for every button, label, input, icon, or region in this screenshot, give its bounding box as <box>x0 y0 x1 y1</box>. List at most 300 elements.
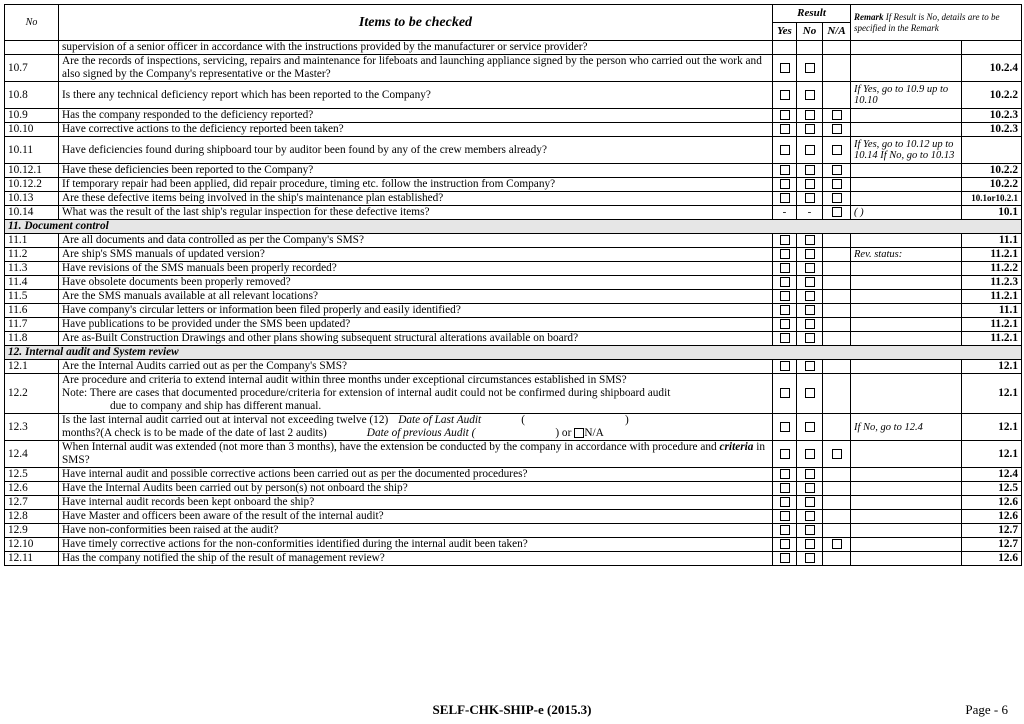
no-checkbox[interactable] <box>805 277 815 287</box>
remark-cell[interactable] <box>851 496 962 510</box>
checklist-row <box>5 468 1022 482</box>
item-number: 10.9 <box>5 109 59 123</box>
yes-cell <box>773 332 797 346</box>
no-cell <box>797 496 823 510</box>
remark-cell[interactable] <box>851 482 962 496</box>
reference-cell: 10.2.2 <box>962 178 1022 192</box>
item-text-cell: Have deficiencies found during shipboard tour by auditor been found by any of the crew members already? <box>59 137 773 164</box>
yes-cell <box>773 178 797 192</box>
remark-cell[interactable] <box>851 234 962 248</box>
no-checkbox[interactable] <box>805 361 815 371</box>
remark-cell[interactable] <box>851 510 962 524</box>
checklist-row <box>5 414 1022 441</box>
remark-cell[interactable] <box>851 41 962 55</box>
remark-cell[interactable] <box>851 332 962 346</box>
remark-cell[interactable] <box>851 192 962 206</box>
item-text-cell: Are these defective items being involved in the ship's maintenance plan established? <box>59 192 773 206</box>
remark-cell[interactable] <box>851 468 962 482</box>
no-cell <box>797 82 823 109</box>
yes-checkbox[interactable] <box>780 469 790 479</box>
reference-cell: 11.2.1 <box>962 332 1022 346</box>
item-number: 11.4 <box>5 276 59 290</box>
yes-cell <box>773 248 797 262</box>
checklist-row <box>5 374 1022 414</box>
reference-cell: 11.1 <box>962 304 1022 318</box>
yes-checkbox[interactable] <box>780 193 790 203</box>
no-checkbox[interactable] <box>805 145 815 155</box>
checklist-rows <box>5 41 1022 566</box>
page-number: Page - 6 <box>965 702 1008 717</box>
form-code: SELF-CHK-SHIP-e (2015.3) <box>432 702 592 717</box>
yes-checkbox[interactable] <box>780 249 790 259</box>
section-title: 11. Document control <box>5 220 1022 234</box>
reference-cell: 12.7 <box>962 538 1022 552</box>
yes-checkbox[interactable] <box>780 525 790 535</box>
yes-checkbox[interactable] <box>780 319 790 329</box>
checklist-row <box>5 318 1022 332</box>
no-checkbox[interactable] <box>805 193 815 203</box>
remark-cell[interactable] <box>851 360 962 374</box>
item-text-cell: If temporary repair had been applied, did repair procedure, timing etc. follow the instruction from Company? <box>59 178 773 192</box>
date-last-close: ) <box>624 414 629 426</box>
checklist-row <box>5 109 1022 123</box>
yes-cell: - <box>773 206 797 220</box>
item-number: 12.4 <box>5 441 59 468</box>
item-text: Are procedure and criteria to extend internal audit within three months under exceptional circumstances established in SMS? <box>62 374 627 386</box>
item-number: 10.7 <box>5 55 59 82</box>
remark-cell[interactable] <box>851 374 962 414</box>
item-number: 10.14 <box>5 206 59 220</box>
no-cell <box>797 304 823 318</box>
yes-checkbox[interactable] <box>780 511 790 521</box>
item-number: 12.3 <box>5 414 59 441</box>
section-title: 12. Internal audit and System review <box>5 346 1022 360</box>
item-text-cell: supervision of a senior officer in accordance with the instructions provided by the manufacturer or service provider? <box>59 41 773 55</box>
yes-cell <box>773 510 797 524</box>
na-cell <box>823 55 851 82</box>
yes-cell <box>773 123 797 137</box>
yes-checkbox[interactable] <box>780 497 790 507</box>
item-text-cell: Are as-Built Construction Drawings and other plans showing subsequent structural alterations available on board? <box>59 332 773 346</box>
item-text-cell: Have corrective actions to the deficiency reported been taken? <box>59 123 773 137</box>
na-cell <box>823 538 851 552</box>
no-checkbox[interactable] <box>805 319 815 329</box>
na-checkbox[interactable] <box>832 110 842 120</box>
date-last-open: ( <box>521 414 525 426</box>
no-cell <box>797 414 823 441</box>
item-number: 11.1 <box>5 234 59 248</box>
no-cell <box>797 41 823 55</box>
checklist-row <box>5 192 1022 206</box>
yes-cell <box>773 468 797 482</box>
reference-cell: 12.1 <box>962 360 1022 374</box>
na-cell <box>823 524 851 538</box>
item-number: 12.11 <box>5 552 59 566</box>
item-number: 10.13 <box>5 192 59 206</box>
no-checkbox[interactable] <box>805 179 815 189</box>
audit-line-2 <box>62 427 769 440</box>
no-checkbox[interactable] <box>805 305 815 315</box>
section-header <box>5 220 1022 234</box>
header-yes: Yes <box>773 23 797 41</box>
yes-cell <box>773 164 797 178</box>
header-no: No <box>5 5 59 41</box>
reference-cell: 11.1 <box>962 234 1022 248</box>
remark-cell[interactable]: If Yes, go to 10.12 up to 10.14 If No, go to 10.13 <box>851 137 962 164</box>
item-text-cell <box>59 414 773 441</box>
yes-cell <box>773 41 797 55</box>
no-cell <box>797 318 823 332</box>
reference-cell: 12.5 <box>962 482 1022 496</box>
checklist-row <box>5 290 1022 304</box>
yes-cell <box>773 82 797 109</box>
reference-cell: 12.6 <box>962 496 1022 510</box>
reference-cell: 10.2.3 <box>962 109 1022 123</box>
no-checkbox[interactable] <box>805 422 815 432</box>
reference-cell: 11.2.1 <box>962 248 1022 262</box>
item-text-emphasis: criteria <box>719 441 754 453</box>
remark-cell[interactable] <box>851 552 962 566</box>
reference-cell: 10.2.4 <box>962 55 1022 82</box>
yes-checkbox[interactable] <box>780 145 790 155</box>
yes-cell <box>773 552 797 566</box>
yes-checkbox[interactable] <box>780 165 790 175</box>
reference-cell: 10.1 <box>962 206 1022 220</box>
no-cell <box>797 109 823 123</box>
item-number: 12.7 <box>5 496 59 510</box>
yes-cell <box>773 414 797 441</box>
yes-cell <box>773 290 797 304</box>
remark-cell[interactable] <box>851 318 962 332</box>
item-text-cell: Are ship's SMS manuals of updated version? <box>59 248 773 262</box>
item-text-cell: Have company's circular letters or information been filed properly and easily identified? <box>59 304 773 318</box>
reference-cell: 12.4 <box>962 468 1022 482</box>
yes-cell <box>773 276 797 290</box>
checklist-row <box>5 482 1022 496</box>
na-cell <box>823 468 851 482</box>
checklist-row <box>5 510 1022 524</box>
header-remark: Remark If Result is No, details are to be specified in the Remark <box>851 5 1022 41</box>
yes-cell <box>773 137 797 164</box>
reference-cell: 12.1 <box>962 441 1022 468</box>
yes-cell <box>773 482 797 496</box>
reference-cell <box>962 137 1022 164</box>
item-number: 11.8 <box>5 332 59 346</box>
na-cell <box>823 304 851 318</box>
item-number: 10.12.1 <box>5 164 59 178</box>
remark-cell[interactable] <box>851 123 962 137</box>
reference-cell: 12.1 <box>962 374 1022 414</box>
reference-cell: 12.6 <box>962 510 1022 524</box>
item-number: 11.7 <box>5 318 59 332</box>
yes-checkbox[interactable] <box>780 553 790 563</box>
date-prev-audit-label: Date of previous Audit ( <box>366 427 476 439</box>
item-text-cell: Has the company notified the ship of the result of management review? <box>59 552 773 566</box>
no-checkbox[interactable] <box>805 263 815 273</box>
na-cell <box>823 123 851 137</box>
checklist-row <box>5 234 1022 248</box>
yes-checkbox[interactable] <box>780 124 790 134</box>
item-number: 10.8 <box>5 82 59 109</box>
item-note-cont: due to company and ship has different manual. <box>110 400 322 412</box>
yes-checkbox[interactable] <box>780 90 790 100</box>
or-label: ) or <box>555 427 572 439</box>
yes-cell <box>773 262 797 276</box>
no-checkbox[interactable] <box>805 388 815 398</box>
na-checkbox[interactable] <box>832 193 842 203</box>
no-cell <box>797 234 823 248</box>
checklist-row <box>5 55 1022 82</box>
item-text-cell: Have obsolete documents been properly removed? <box>59 276 773 290</box>
na-checkbox[interactable] <box>832 539 842 549</box>
remark-cell[interactable] <box>851 55 962 82</box>
checklist-row <box>5 360 1022 374</box>
item-text-cell: Have non-conformities been raised at the audit? <box>59 524 773 538</box>
na-cell <box>823 234 851 248</box>
item-text-cell: Are all documents and data controlled as per the Company's SMS? <box>59 234 773 248</box>
no-checkbox[interactable] <box>805 291 815 301</box>
yes-checkbox[interactable] <box>780 361 790 371</box>
yes-cell <box>773 374 797 414</box>
no-cell <box>797 192 823 206</box>
header-na: N/A <box>823 23 851 41</box>
reference-cell: 10.1or10.2.1 <box>962 192 1022 206</box>
header-items: Items to be checked <box>59 5 773 41</box>
no-cell <box>797 524 823 538</box>
no-cell <box>797 360 823 374</box>
yes-checkbox[interactable] <box>780 277 790 287</box>
reference-cell: 12.1 <box>962 414 1022 441</box>
na-cell <box>823 360 851 374</box>
yes-cell <box>773 55 797 82</box>
na-checkbox[interactable] <box>832 179 842 189</box>
checklist-row <box>5 137 1022 164</box>
no-checkbox[interactable] <box>805 90 815 100</box>
checklist-row <box>5 441 1022 468</box>
na-checkbox[interactable] <box>832 145 842 155</box>
date-last-audit-label: Date of Last Audit <box>398 414 482 426</box>
reference-cell: 10.2.3 <box>962 123 1022 137</box>
no-cell <box>797 276 823 290</box>
item-number: 12.5 <box>5 468 59 482</box>
reference-cell: 12.6 <box>962 552 1022 566</box>
item-number: 12.2 <box>5 374 59 414</box>
yes-cell <box>773 304 797 318</box>
checklist-row <box>5 164 1022 178</box>
yes-checkbox[interactable] <box>780 235 790 245</box>
remark-cell[interactable]: If No, go to 12.4 <box>851 414 962 441</box>
na-cell <box>823 109 851 123</box>
na-cell <box>823 482 851 496</box>
yes-checkbox[interactable] <box>780 483 790 493</box>
checklist-table <box>4 4 1022 566</box>
no-cell <box>797 538 823 552</box>
yes-cell <box>773 318 797 332</box>
na-checkbox[interactable] <box>832 165 842 175</box>
yes-checkbox[interactable] <box>780 305 790 315</box>
na-cell <box>823 318 851 332</box>
item-number: 10.12.2 <box>5 178 59 192</box>
remark-cell[interactable] <box>851 276 962 290</box>
item-number: 12.9 <box>5 524 59 538</box>
no-checkbox[interactable] <box>805 110 815 120</box>
na-cell <box>823 82 851 109</box>
reference-cell: 12.7 <box>962 524 1022 538</box>
checklist-row <box>5 304 1022 318</box>
yes-checkbox[interactable] <box>780 63 790 73</box>
checklist-row <box>5 262 1022 276</box>
checklist-row <box>5 178 1022 192</box>
remark-cell[interactable] <box>851 109 962 123</box>
reference-cell: 11.2.1 <box>962 318 1022 332</box>
remark-cell[interactable] <box>851 178 962 192</box>
yes-cell <box>773 441 797 468</box>
no-checkbox[interactable] <box>805 553 815 563</box>
header-result: Result <box>773 5 851 23</box>
item-text-cell: Has the company responded to the deficiency reported? <box>59 109 773 123</box>
na-cell <box>823 262 851 276</box>
na-cell <box>823 374 851 414</box>
no-cell <box>797 55 823 82</box>
no-cell <box>797 178 823 192</box>
item-text-cell <box>59 374 773 414</box>
no-cell <box>797 510 823 524</box>
item-note: Note: There are cases that documented procedure/criteria for extension of internal audit could not be confirmed during shipboard audit <box>62 387 671 399</box>
yes-checkbox[interactable] <box>780 291 790 301</box>
no-cell <box>797 482 823 496</box>
no-checkbox[interactable] <box>805 539 815 549</box>
no-cell <box>797 137 823 164</box>
na-cell <box>823 137 851 164</box>
remark-cell[interactable] <box>851 164 962 178</box>
yes-cell <box>773 234 797 248</box>
no-checkbox[interactable] <box>805 511 815 521</box>
item-text-cont: months?(A check is to be made of the date of last 2 audits) <box>62 427 327 439</box>
item-text-cell: Have publications to be provided under the SMS been updated? <box>59 318 773 332</box>
checklist-row <box>5 123 1022 137</box>
remark-cell[interactable] <box>851 538 962 552</box>
no-checkbox[interactable] <box>805 483 815 493</box>
na-cell <box>823 206 851 220</box>
no-checkbox[interactable] <box>805 249 815 259</box>
no-checkbox[interactable] <box>805 525 815 535</box>
checklist-row <box>5 248 1022 262</box>
no-cell <box>797 374 823 414</box>
checklist-row <box>5 41 1022 55</box>
na-cell <box>823 192 851 206</box>
yes-cell <box>773 524 797 538</box>
remark-cell[interactable]: If Yes, go to 10.9 up to 10.10 <box>851 82 962 109</box>
checklist-row <box>5 496 1022 510</box>
no-cell <box>797 468 823 482</box>
na-checkbox[interactable] <box>832 449 842 459</box>
no-checkbox[interactable] <box>805 469 815 479</box>
item-text: Is the last internal audit carried out at interval not exceeding twelve (12) <box>62 414 389 426</box>
remark-cell[interactable]: ( ) <box>851 206 962 220</box>
no-cell <box>797 552 823 566</box>
yes-checkbox[interactable] <box>780 179 790 189</box>
na-cell <box>823 441 851 468</box>
remark-cell[interactable] <box>851 290 962 304</box>
item-text-cell: What was the result of the last ship's regular inspection for these defective items? <box>59 206 773 220</box>
na-checkbox[interactable] <box>832 207 842 217</box>
na-audit-checkbox[interactable] <box>574 428 584 438</box>
remark-cell[interactable]: Rev. status: <box>851 248 962 262</box>
item-text-cell: Have revisions of the SMS manuals been properly recorded? <box>59 262 773 276</box>
yes-checkbox[interactable] <box>780 263 790 273</box>
item-text-cell: Have the Internal Audits been carried out by person(s) not onboard the ship? <box>59 482 773 496</box>
yes-checkbox[interactable] <box>780 110 790 120</box>
checklist-row <box>5 524 1022 538</box>
no-checkbox[interactable] <box>805 333 815 343</box>
yes-checkbox[interactable] <box>780 422 790 432</box>
checklist-row <box>5 82 1022 109</box>
na-cell <box>823 164 851 178</box>
header-no-col: No <box>797 23 823 41</box>
section-header <box>5 346 1022 360</box>
reference-cell <box>962 41 1022 55</box>
remark-cell[interactable] <box>851 304 962 318</box>
no-cell: - <box>797 206 823 220</box>
remark-cell[interactable] <box>851 441 962 468</box>
no-checkbox[interactable] <box>805 63 815 73</box>
yes-checkbox[interactable] <box>780 333 790 343</box>
item-number: 10.10 <box>5 123 59 137</box>
item-text-end: in SMS? <box>62 441 766 466</box>
no-checkbox[interactable] <box>805 124 815 134</box>
item-text-cell: Have Master and officers been aware of the result of the internal audit? <box>59 510 773 524</box>
no-cell <box>797 290 823 304</box>
na-cell <box>823 290 851 304</box>
reference-cell: 10.2.2 <box>962 82 1022 109</box>
checklist-row <box>5 552 1022 566</box>
yes-checkbox[interactable] <box>780 388 790 398</box>
na-checkbox[interactable] <box>832 124 842 134</box>
yes-cell <box>773 496 797 510</box>
na-cell <box>823 41 851 55</box>
item-text-cell: Are the records of inspections, servicing, repairs and maintenance for lifeboats and launching appliance signed by the person who carried out the work and also signed by the Company's representative or the Master? <box>59 55 773 82</box>
remark-cell[interactable] <box>851 524 962 538</box>
reference-cell: 11.2.3 <box>962 276 1022 290</box>
checklist-row <box>5 206 1022 220</box>
na-cell <box>823 248 851 262</box>
yes-cell <box>773 109 797 123</box>
yes-checkbox[interactable] <box>780 449 790 459</box>
no-cell <box>797 441 823 468</box>
no-cell <box>797 123 823 137</box>
yes-cell <box>773 360 797 374</box>
item-text-cell: Is there any technical deficiency report which has been reported to the Company? <box>59 82 773 109</box>
item-text-cell: Are the Internal Audits carried out as per the Company's SMS? <box>59 360 773 374</box>
item-number: 11.2 <box>5 248 59 262</box>
item-number: 11.3 <box>5 262 59 276</box>
item-text-cell: Have internal audit records been kept onboard the ship? <box>59 496 773 510</box>
reference-cell: 10.2.2 <box>962 164 1022 178</box>
item-text-cell: Have these deficiencies been reported to the Company? <box>59 164 773 178</box>
checklist-row <box>5 276 1022 290</box>
yes-checkbox[interactable] <box>780 539 790 549</box>
no-checkbox[interactable] <box>805 497 815 507</box>
yes-cell <box>773 192 797 206</box>
item-text-cell: Have internal audit and possible corrective actions been carried out as per the documented procedures? <box>59 468 773 482</box>
no-checkbox[interactable] <box>805 449 815 459</box>
no-checkbox[interactable] <box>805 235 815 245</box>
item-number: 11.6 <box>5 304 59 318</box>
item-number: 12.6 <box>5 482 59 496</box>
remark-cell[interactable] <box>851 262 962 276</box>
no-checkbox[interactable] <box>805 165 815 175</box>
item-number: 10.11 <box>5 137 59 164</box>
